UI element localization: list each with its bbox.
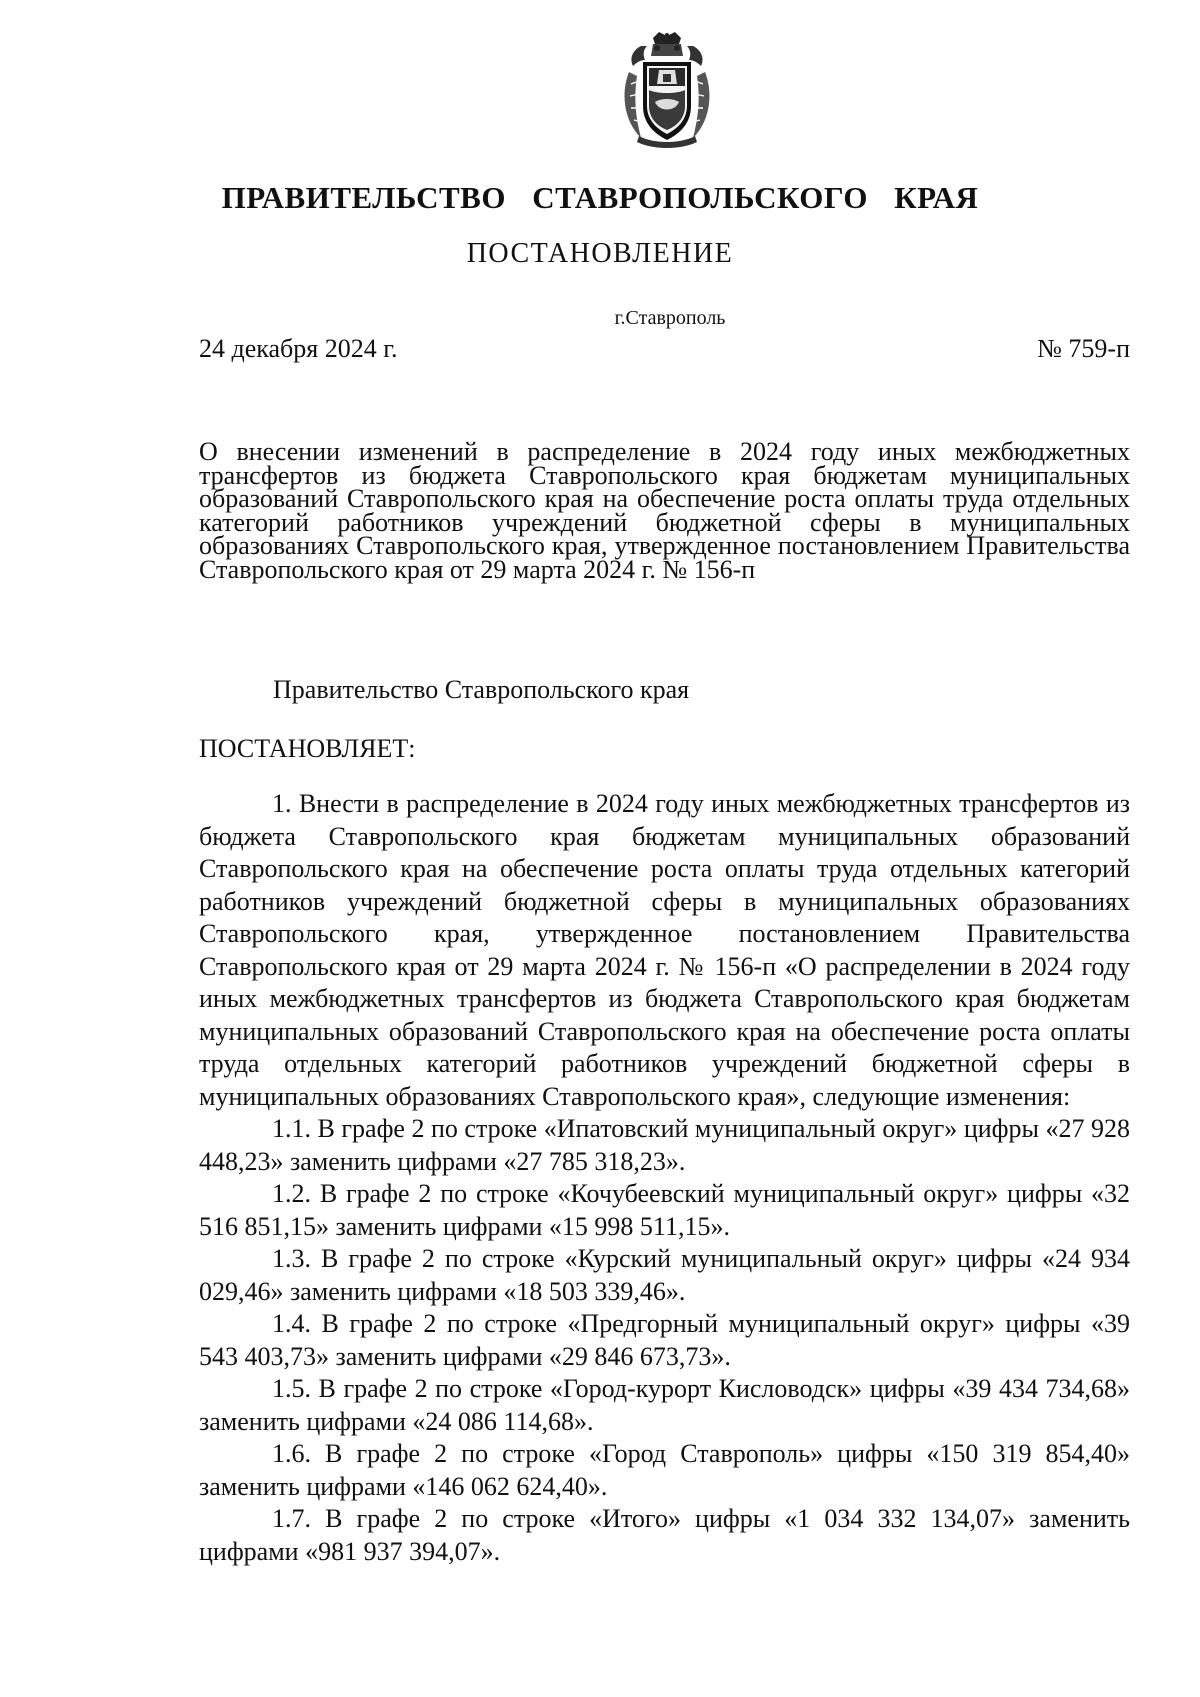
paragraph-1-4: 1.4. В графе 2 по строке «Предгорный муниципальный округ» цифры «39 543 403,73» заменить цифрами «29 846 673,73». xyxy=(199,1309,1130,1371)
document-date: 24 декабря 2024 г. xyxy=(199,334,398,363)
decree-body xyxy=(199,788,1130,1568)
coat-of-arms-icon xyxy=(619,32,715,150)
preamble-government: Правительство Ставропольского края xyxy=(273,675,690,704)
paragraph-1-3: 1.3. В графе 2 по строке «Курский муниципальный округ» цифры «24 934 029,46» заменить цифрами «18 503 339,46». xyxy=(199,1244,1130,1306)
preamble-decree: ПОСТАНОВЛЯЕТ: xyxy=(199,734,416,763)
government-title: ПРАВИТЕЛЬСТВО СТАВРОПОЛЬСКОГО КРАЯ xyxy=(221,180,979,215)
paragraph-1-5: 1.5. В графе 2 по строке «Город-курорт Кисловодск» цифры «39 434 734,68» заменить цифрами «24 086 114,68». xyxy=(199,1374,1130,1436)
document-number: № 759-п xyxy=(1037,334,1130,363)
paragraph-1: 1. Внести в распределение в 2024 году иных межбюджетных трансфертов из бюджета Ставропольского края бюджетам муниципальных образований Ставропольского края на обеспечение роста оплаты труда отдельных категорий работников учреждений бюджетной сферы в муниципальных образованиях Ставропольского края, утвержденное постановлением Правительства Ставропольского края от 29 марта 2024 г. № 156-п «О распределении в 2024 году иных межбюджетных трансфертов из бюджета Ставропольского края бюджетам муниципальных образований Ставропольского края на обеспечение роста оплаты труда отдельных категорий работников учреждений бюджетной сферы в муниципальных образованиях Ставропольского края», следующие изменения: xyxy=(199,789,1130,1111)
city-name: г.Ставрополь xyxy=(614,307,726,329)
paragraph-1-2: 1.2. В графе 2 по строке «Кочубеевский муниципальный округ» цифры «32 516 851,15» заменить цифрами «15 998 511,15». xyxy=(199,1179,1130,1241)
document-type: ПОСТАНОВЛЕНИЕ xyxy=(466,238,734,269)
paragraph-1-7: 1.7. В графе 2 по строке «Итого» цифры «1 034 332 134,07» заменить цифрами «981 937 394,07». xyxy=(199,1504,1130,1566)
paragraph-1-1: 1.1. В графе 2 по строке «Ипатовский муниципальный округ» цифры «27 928 448,23» заменить цифрами «27 785 318,23». xyxy=(199,1114,1130,1176)
document-subject: О внесении изменений в распределение в 2024 году иных межбюджетных трансфертов из бюджета Ставропольского края бюджетам муниципальных образований Ставропольского края на обеспечение роста оплаты труда отдельных категорий работников учреждений бюджетной сферы в муниципальных образованиях Ставропольского края, утвержденное постановлением Правительства Ставропольского края от 29 марта 2024 г. № 156-п xyxy=(199,437,1130,584)
paragraph-1-6: 1.6. В графе 2 по строке «Город Ставрополь» цифры «150 319 854,40» заменить цифрами «146 062 624,40». xyxy=(199,1439,1130,1501)
